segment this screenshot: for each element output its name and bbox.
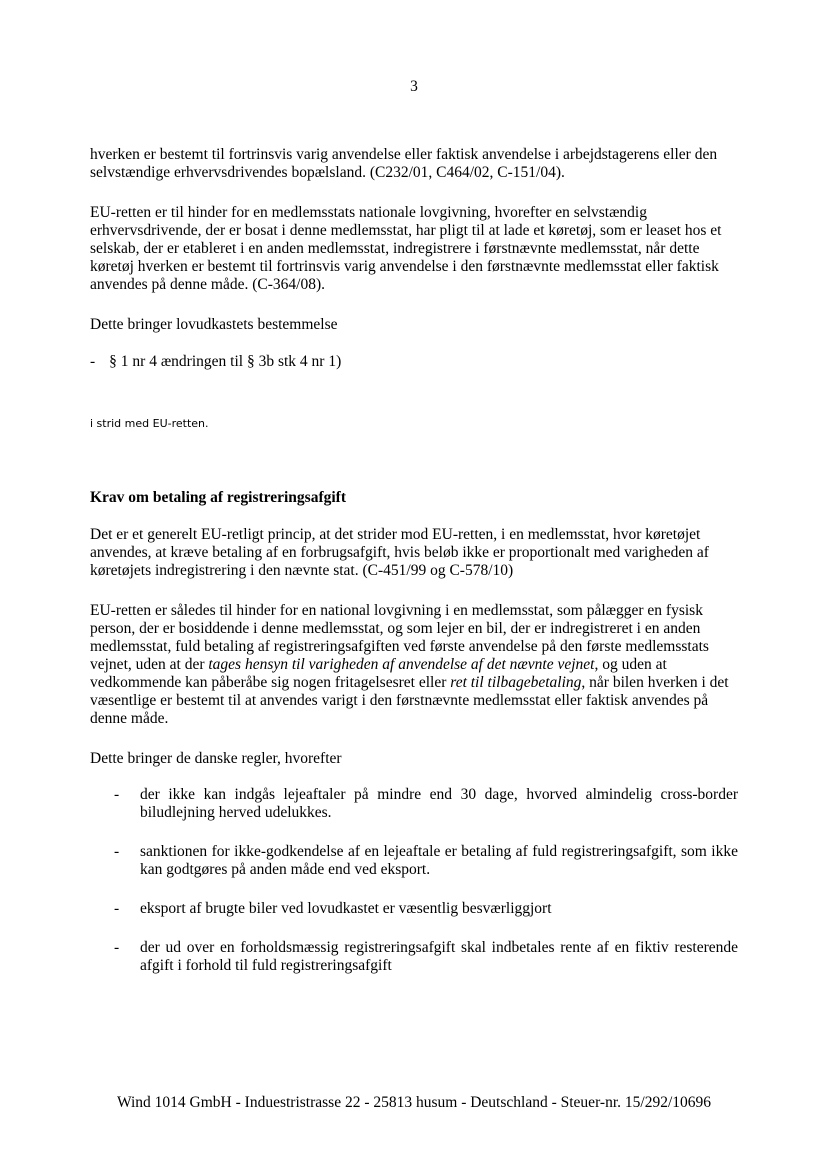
list-item-text: der ud over en forholdsmæssig registreringsafgift skal indbetales rente af en fiktiv resterende afgift i forhold til fuld registreringsafgift <box>140 939 738 974</box>
list-item <box>90 786 738 822</box>
bullet-dash: - <box>114 939 120 956</box>
conflict-note: i strid med EU-retten. <box>90 417 209 430</box>
document-body <box>90 146 738 996</box>
paragraph-provision-lead: Dette bringer lovudkastets bestemmelse <box>90 316 338 333</box>
section-heading: Krav om betaling af registreringsafgift <box>90 489 346 506</box>
list-item-text: eksport af brugte biler ved lovudkastet er væsentlig besværliggjort <box>140 900 552 917</box>
list-item <box>90 843 738 879</box>
p6-italic-1: tages hensyn til varigheden af anvendelse af det nævnte vejnet <box>208 656 595 673</box>
bullet-dash: - <box>114 843 120 860</box>
bullet-dash: - <box>114 786 120 803</box>
p6-italic-2: ret til tilbagebetaling <box>450 674 582 691</box>
page-footer: Wind 1014 GmbH - Induestristrasse 22 - 25813 husum - Deutschland - Steuer-nr. 15/292/10696 <box>116 1094 711 1111</box>
paragraph-eu-national-law <box>90 602 738 728</box>
reference-dash: - <box>90 353 96 370</box>
list-item <box>90 900 738 918</box>
danish-rules-list <box>90 786 738 975</box>
p6-text-c: , når bilen hverken i det væsentlige er bestemt til at anvendes varigt i den førstnævnte medlemsstat eller faktisk anvendes på denne måde. <box>90 674 729 727</box>
list-item-text: der ikke kan indgås lejeaftaler på mindre end 30 dage, hvorved almindelig cross-border biludlejning herved udelukkes. <box>140 786 738 821</box>
page-number: 3 <box>410 78 418 95</box>
list-item <box>90 939 738 975</box>
p6-text-b: , og uden at vedkommende kan påberåbe sig nogen fritagelsesret eller <box>90 656 667 691</box>
paragraph-intro: hverken er bestemt til fortrinsvis varig anvendelse eller faktisk anvendelse i arbejdstagerens eller den selvstændige erhvervsdrivendes bopælsland. (C232/01, C464/02, C-151/04). <box>90 146 718 181</box>
paragraph-danish-rules-lead: Dette bringer de danske regler, hvorefter <box>90 750 342 767</box>
reference-text: § 1 nr 4 ændringen til § 3b stk 4 nr 1) <box>109 353 342 370</box>
p6-text-a: EU-retten er således til hinder for en national lovgivning i en medlemsstat, som pålægger en fysisk person, der er bosiddende i denne medlemsstat, og som lejer en bil, der er indregistreret i en anden medlemsstat, fuld betaling af registreringsafgiften ved første anvendelse på den første medlemsstats vejnet, uden at der <box>90 602 709 673</box>
bullet-dash: - <box>114 900 120 917</box>
provision-reference <box>90 353 738 371</box>
paragraph-eu-ruling-leasing: EU-retten er til hinder for en medlemsstats nationale lovgivning, hvorefter en selvstændig erhvervsdrivende, der er bosat i denne medlemsstat, har pligt til at lade et køretøj, som er leaset hos et selskab, der er etableret i en anden medlemsstat, indregistrere i førstnævnte medlemsstat, når dette køretøj hverken er bestemt til fortrinsvis varig anvendelse i den førstnævnte medlemsstat eller faktisk anvendes på denne måde. (C-364/08). <box>90 204 722 293</box>
paragraph-eu-principle: Det er et generelt EU-retligt princip, at det strider mod EU-retten, i en medlemsstat, hvor køretøjet anvendes, at kræve betaling af en forbrugsafgift, hvis beløb ikke er proportionalt med varigheden af køretøjets indregistrering i den nævnte stat. (C-451/99 og C-578/10) <box>90 526 709 579</box>
list-item-text: sanktionen for ikke-godkendelse af en lejeaftale er betaling af fuld registreringsafgift, som ikke kan godtgøres på anden måde end ved eksport. <box>140 843 738 878</box>
